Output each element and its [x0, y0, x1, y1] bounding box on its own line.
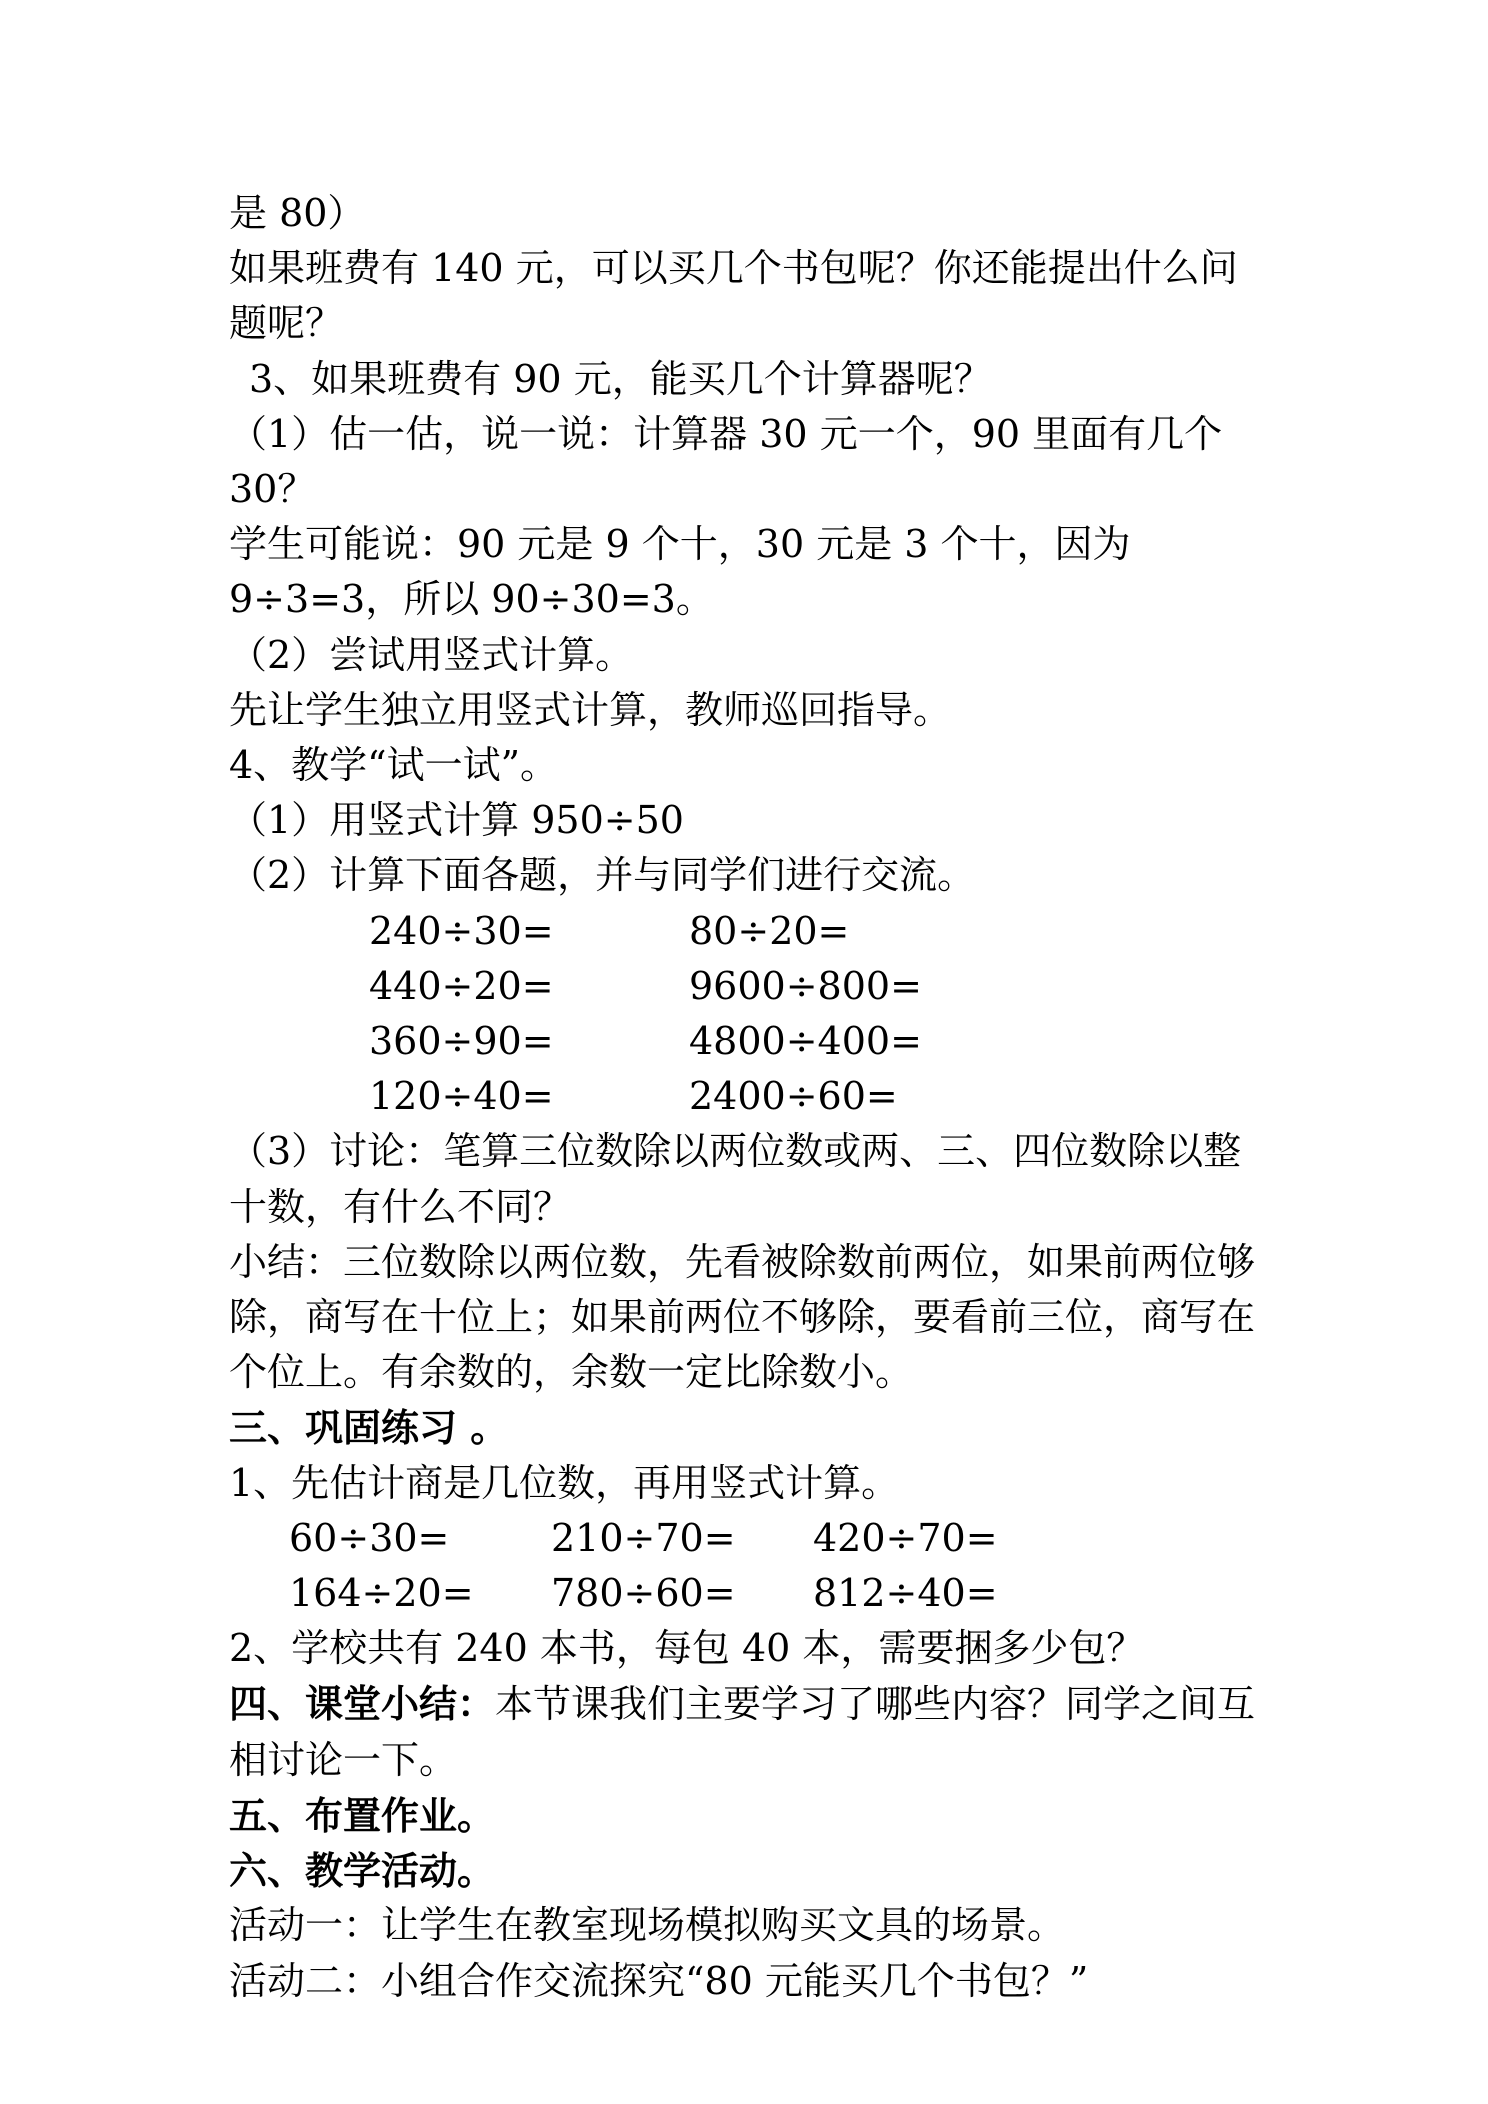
text-line: （1）用竖式计算 950÷50: [229, 798, 684, 843]
text-line: 活动二：小组合作交流探究“80 元能买几个书包？”: [229, 1958, 1089, 2003]
exercise-item: 164÷20=: [289, 1571, 474, 1616]
text-line: 2、学校共有 240 本书，每包 40 本，需要捆多少包？: [229, 1626, 1145, 1671]
exercise-grid-b: [229, 1511, 1274, 1621]
section-heading-4: 四、课堂小结：: [229, 1681, 496, 1727]
section-heading-3: 三、巩固练习 。: [229, 1405, 509, 1451]
text-line: 是 80）: [229, 191, 366, 235]
text-line: 先让学生独立用竖式计算，教师巡回指导。: [229, 687, 952, 732]
exercise-item: 240÷30=: [369, 908, 554, 953]
section-item-3: 3、如果班费有 90 元，能买几个计算器呢？: [249, 356, 992, 401]
exercise-item: 120÷40=: [369, 1074, 554, 1119]
exercise-item: 420÷70=: [813, 1515, 998, 1560]
exercise-item: 60÷30=: [289, 1515, 450, 1560]
text-line: （2）尝试用竖式计算。: [229, 632, 634, 677]
section-item-4: 4、教学“试一试”。: [229, 743, 559, 788]
exercise-item: 210÷70=: [551, 1515, 736, 1560]
exercise-item: 360÷90=: [369, 1019, 554, 1064]
exercise-grid-a: [229, 904, 1274, 1125]
section-heading-4-paragraph: [229, 1676, 1274, 1787]
text-line: 1、先估计商是几位数，再用竖式计算。: [229, 1460, 900, 1505]
section-heading-4-text: 本节课我们主要学习了哪些内容？同学之间互相讨论一下。: [229, 1682, 1256, 1782]
text-paragraph: 学生可能说：90 元是 9 个十，30 元是 3 个十，因为 9÷3=3，所以 90÷30=3。: [229, 522, 1131, 622]
exercise-item: 4800÷400=: [689, 1019, 922, 1064]
exercise-item: 80÷20=: [689, 908, 850, 953]
section-heading-6: 六、教学活动。: [229, 1848, 496, 1894]
exercise-item: 780÷60=: [551, 1571, 736, 1616]
text-paragraph: （1）估一估，说一说：计算器 30 元一个，90 里面有几个 30？: [229, 411, 1223, 512]
section-heading-5: 五、布置作业。: [229, 1792, 496, 1838]
summary-paragraph: 小结：三位数除以两位数，先看被除数前两位，如果前两位够除，商写在十位上；如果前两位不够除，要看前三位，商写在个位上。有余数的，余数一定比除数小。: [229, 1239, 1256, 1395]
exercise-item: 2400÷60=: [689, 1074, 898, 1119]
document-body: [229, 186, 1274, 2009]
text-paragraph: （3）讨论：笔算三位数除以两位数或两、三、四位数除以整十数，有什么不同？: [229, 1129, 1242, 1229]
exercise-item: 812÷40=: [813, 1571, 998, 1616]
text-line: （2）计算下面各题，并与同学们进行交流。: [229, 853, 976, 898]
text-paragraph: 如果班费有 140 元，可以买几个书包呢？你还能提出什么问题呢？: [229, 246, 1238, 346]
exercise-item: 9600÷800=: [689, 963, 922, 1008]
text-line: 活动一：让学生在教室现场模拟购买文具的场景。: [229, 1903, 1066, 1948]
exercise-item: 440÷20=: [369, 963, 554, 1008]
